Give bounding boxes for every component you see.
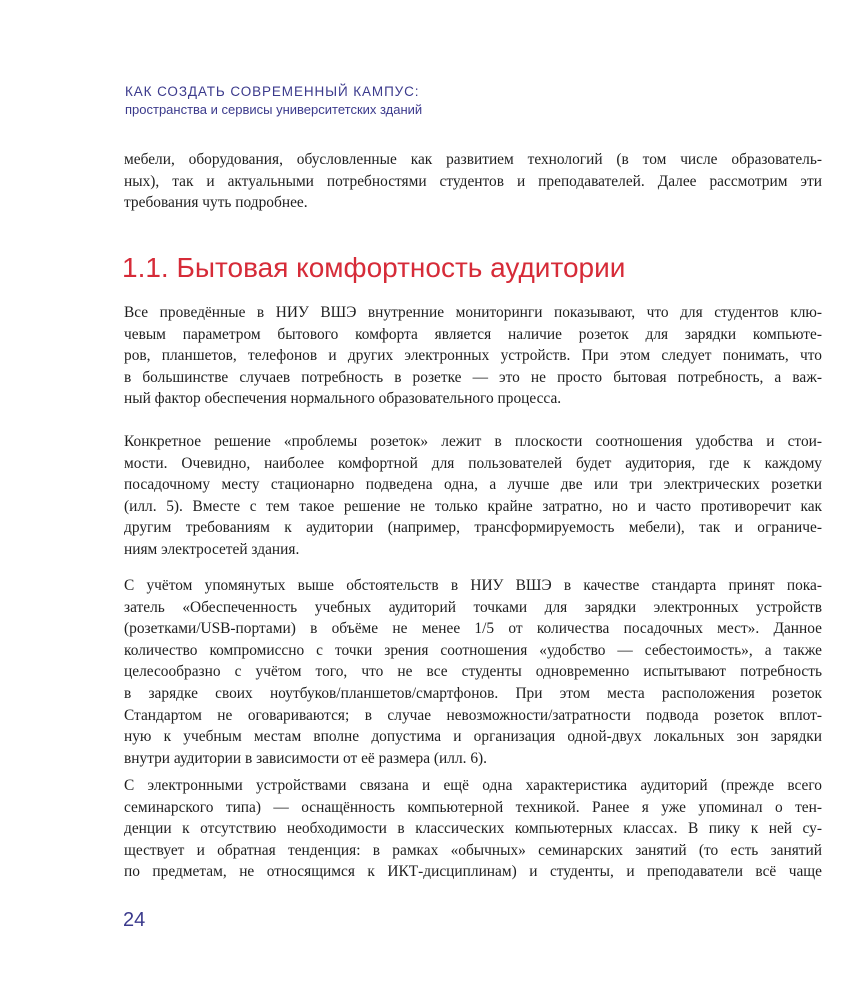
- paragraph-line: С электронными устройствами связана и ещё одна характеристика аудиторий (прежде всего: [124, 777, 822, 794]
- paragraph-line: денции к отсутствию необходимости в классических компьютерных классах. В пику к ней су-: [124, 820, 822, 838]
- paragraph-line: внутри аудитории в зависимости от её размера (илл. 6).: [124, 749, 488, 767]
- paragraph-line: затель «Обеспеченность учебных аудиторий точками для зарядки электронных устройств: [124, 598, 822, 616]
- page-number: 24: [123, 909, 146, 931]
- paragraph-line: количество компромиссно с точки зрения соотношения «удобство — себестоимость», а также: [124, 641, 822, 659]
- paragraph-line: мебели, оборудования, обусловленные как развитием технологий (в том числе образователь-: [124, 151, 822, 168]
- body-paragraph: [124, 302, 822, 410]
- paragraph-line: требования чуть подробнее.: [124, 194, 308, 212]
- paragraph-line: Все проведённые в НИУ ВШЭ внутренние мониторинги показывают, что для студентов клю-: [124, 304, 822, 321]
- paragraph-line: семинарского типа) — оснащённость компьютерной техникой. Ранее я уже упоминал о тен-: [124, 798, 822, 816]
- paragraph-line: (илл. 5). Вместе с тем такое решение не только крайне затратно, но и часто противоречит как: [124, 497, 822, 515]
- paragraph-line: мости. Очевидно, наиболее комфортной для пользователей будет аудитория, где к каждому: [124, 454, 822, 472]
- body-paragraph: [124, 775, 822, 883]
- paragraph-line: в зарядке своих ноутбуков/планшетов/смартфонов. При этом места расположения розеток: [124, 684, 822, 702]
- body-paragraph: [124, 575, 822, 769]
- paragraph-line: в большинстве случаев потребность в розетке — это не просто бытовая потребность, а важ-: [124, 368, 822, 386]
- paragraph-line: ный фактор обеспечения нормального образовательного процесса.: [124, 390, 562, 408]
- section-heading: 1.1. Бытовая комфортность аудитории: [122, 252, 626, 283]
- paragraph-line: С учётом упомянутых выше обстоятельств в НИУ ВШЭ в качестве стандарта принят пока-: [124, 577, 822, 594]
- running-head-subtitle: пространства и сервисы университетских зданий: [125, 102, 423, 117]
- body-paragraph: [124, 431, 822, 561]
- paragraph-line: ную к учебным местам вполне допустима и организация одной-двух локальных зон зарядки: [124, 728, 822, 746]
- paragraph-line: ществует и обратная тенденция: в рамках «обычных» семинарских занятий (то есть занятий: [124, 841, 822, 859]
- paragraph-line: посадочному месту стационарно подведена одна, а лучше две или три электрических розетки: [124, 476, 822, 494]
- paragraph-line: (розетками/USB-портами) в объёме не менее 1/5 от количества посадочных мест». Данное: [124, 620, 822, 638]
- paragraph-line: целесообразно с учётом того, что не все студенты одновременно испытывают потребность: [124, 663, 822, 681]
- intro-paragraph: [124, 149, 822, 214]
- paragraph-line: ных), так и актуальными потребностями студентов и преподавателей. Далее рассмотрим эти: [124, 172, 822, 190]
- paragraph-line: другим требованиям к аудитории (например, трансформируемость мебели), так и ограниче-: [124, 519, 822, 537]
- running-head-title: КАК СОЗДАТЬ СОВРЕМЕННЫЙ КАМПУС:: [125, 84, 420, 99]
- paragraph-line: ниям электросетей здания.: [124, 540, 300, 558]
- paragraph-line: Конкретное решение «проблемы розеток» лежит в плоскости соотношения удобства и стои-: [124, 433, 822, 450]
- paragraph-line: по предметам, не относящимся к ИКТ-дисциплинам) и студенты, и преподаватели всё чаще: [124, 863, 822, 881]
- running-head: [125, 83, 805, 119]
- paragraph-line: Стандартом не оговариваются; в случае невозможности/затратности подвода розеток вплот-: [124, 706, 822, 724]
- paragraph-line: чевым параметром бытового комфорта является наличие розеток для зарядки компьюте-: [124, 325, 822, 343]
- paragraph-line: ров, планшетов, телефонов и других электронных устройств. При этом следует понимать, что: [124, 347, 822, 365]
